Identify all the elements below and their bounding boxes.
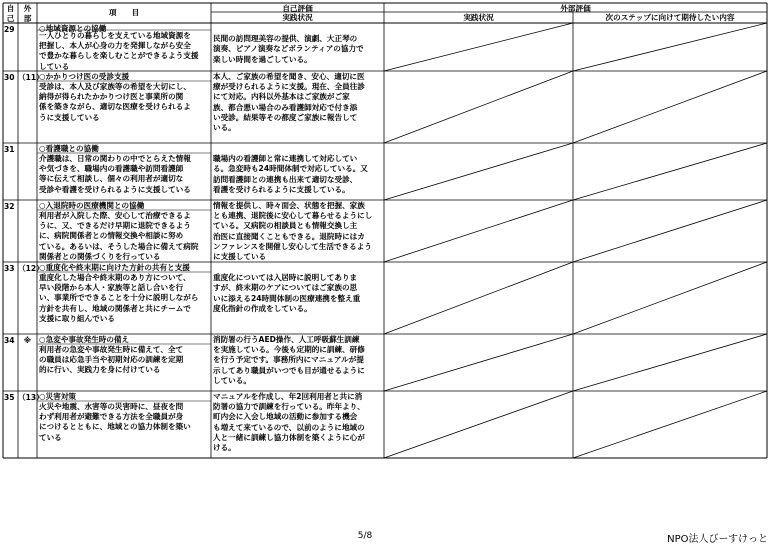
row-self-number: 29 bbox=[4, 25, 15, 34]
header-self-no: 自 己 bbox=[6, 4, 15, 24]
row-item-description: 一人ひとりの暮らしを支えている地域資源を 把握し、本人が心身の力を発揮しながら安全 で豊かな暮らしを楽しむことができるよう支援 している bbox=[39, 31, 199, 71]
ext-next-strike bbox=[573, 334, 767, 391]
header-self-eval: 自己評価 bbox=[282, 4, 313, 13]
header-self-status: 実践状況 bbox=[282, 13, 313, 22]
row-item-description: 重度化した場合や終末期のあり方について、 早い段階から本人・家族等と話し合いを行 い、事業所でできることを十分に説明しながら 方針を共有し、地域の関係者と共にチームで 支援に取り組んでいる bbox=[39, 273, 199, 323]
ext-next-strike bbox=[573, 262, 767, 334]
header-item: 項 目 bbox=[108, 8, 140, 17]
row-ext-number: （12） bbox=[18, 264, 44, 273]
ext-status-strike bbox=[384, 143, 573, 200]
row-ext-number bbox=[18, 25, 37, 36]
row-self-status: 消防署の行うAED操作、人工呼吸蘇生訓練 を実施している。今後も定期的に訓練、研修 を行う予定です。事務所内にマニュアルが提 示してあり職員がいつでも目が通せるように している。 bbox=[213, 335, 365, 385]
row-self-status: 情報を提供し、時々面会、状態を把握、家族 とも連携、退院後に安心して暮らせるようにし ている。又病院の相談員とも情報交換し主 治医に直接聞くこともできる。退院時にはカ ンファレンスを開催し安心して生活できるよう に支援している bbox=[213, 201, 373, 262]
row-item-title: ○重度化や終末期に向けた方針の共有と支援 bbox=[39, 263, 190, 272]
row-item-description: 利用者が入院した際、安心して治療できるよ うに、又、できるだけ早期に退院できるよう に、病院関係者との情報交換や相談に努め ている。あるいは、そうした場合に備えて病院 関係者との関係づくりを行っている bbox=[39, 211, 199, 261]
row-item-title: ○災害対策 bbox=[39, 392, 77, 401]
row-self-number: 31 bbox=[4, 145, 15, 154]
row-item-description: 火災や地震、水害等の災害時に、昼夜を問 わず利用者が避難できる方法を全職員が身 につけるとともに、地域との協力体制を築い ている bbox=[39, 402, 191, 442]
row-self-status: 本人、ご家族の希望を聞き、安心、適切に医 療が受けられるように支援。現在、全員往診 にて対応。内科以外基本はご家族がご家 族、都合悪い場合のみ看護師対応で付き添 い受診。結果等その都度ご家族に報告して いる。 bbox=[213, 72, 365, 133]
row-ext-number: （11） bbox=[18, 73, 44, 82]
header-ext-next: 次のステップに向けて期待したい内容 bbox=[605, 13, 735, 22]
row-ext-number: （13） bbox=[18, 393, 44, 402]
row-self-number: 30 bbox=[4, 73, 15, 82]
row-self-number: 32 bbox=[4, 202, 15, 211]
row-self-status: 職場内の看護師と常に連携して対応してい る。急変時も24時間体制で対応している。又 訪問看護師との連携も出来て適切な受診、 看護を受けられるように支援している。 bbox=[213, 154, 368, 194]
row-self-status: 重度化については入居時に説明してありま すが、終末期のケアについてはご家族の思 いに添える24時間体制の医療連携を整え重 度化指針の作成をしている。 bbox=[213, 273, 361, 313]
header-ext-status: 実践状況 bbox=[463, 13, 494, 22]
row-item-description: 受診は、本人及び家族等の希望を大切にし、 納得が得られたかかりつけ医と事業所の関 係を築きながら、適切な医療を受けられるよ うに支援している bbox=[39, 82, 191, 122]
ext-next-strike bbox=[573, 143, 767, 200]
ext-status-strike bbox=[384, 262, 573, 334]
row-self-number: 35 bbox=[4, 393, 15, 402]
header-ext-eval: 外部評価 bbox=[560, 4, 591, 13]
row-self-status: 民間の訪問理美容の提供、演劇、大正琴の 演奏、ピアノ演奏などボランティアの協力で 楽しい時間を過ごしている。 bbox=[213, 34, 364, 64]
row-item-title: ○看護職との協働 bbox=[39, 144, 99, 153]
ext-next-strike bbox=[573, 71, 767, 143]
ext-status-strike bbox=[384, 391, 573, 458]
ext-status-strike bbox=[384, 23, 573, 71]
row-item-title: ○かかりつけ医の受診支援 bbox=[39, 72, 130, 81]
row-ext-number: ※ bbox=[23, 336, 32, 345]
ext-status-strike bbox=[384, 334, 573, 391]
row-item-title: ○急変や事故発生時の備え bbox=[39, 335, 130, 344]
row-item-description: 介護職は、日常の関わりの中でとらえた情報 や気づきを、職場内の看護職や訪問看護師 等に伝えて相談し、個々の利用者が適切な 受診や看護を受けられるように支援している bbox=[39, 154, 191, 194]
ext-next-strike bbox=[573, 23, 767, 71]
header-ext-no: 外 部 bbox=[23, 4, 32, 24]
row-self-status: マニュアルを作成し、年2回利用者と共に消 防署の協力で訓練を行っている。昨年より、 町内会に入会し地域の活動に参加する機会 も増えて来ているので、以前のように地域の 人と一緒に訓練し協力体制を築くように心が ける。 bbox=[213, 392, 365, 453]
ext-status-strike bbox=[384, 71, 573, 143]
ext-next-strike bbox=[573, 391, 767, 458]
row-self-number: 33 bbox=[4, 264, 15, 273]
ext-status-strike bbox=[384, 200, 573, 262]
row-item-title: ○地域資源との協働 bbox=[39, 24, 107, 33]
row-item-description: 利用者の急変や事故発生時に備えて、全て の職員は応急手当や初期対応の訓練を定期 的に行い、実践力を身に付けている bbox=[39, 345, 184, 375]
organization-name: NPO法人びーすけっと bbox=[667, 534, 768, 545]
row-ext-number bbox=[18, 145, 37, 156]
row-item-title: ○入退院時の医療機関との協働 bbox=[39, 201, 145, 210]
row-self-number: 34 bbox=[4, 336, 15, 345]
page-number: 5/8 bbox=[357, 531, 373, 541]
row-ext-number bbox=[18, 202, 37, 213]
ext-next-strike bbox=[573, 200, 767, 262]
